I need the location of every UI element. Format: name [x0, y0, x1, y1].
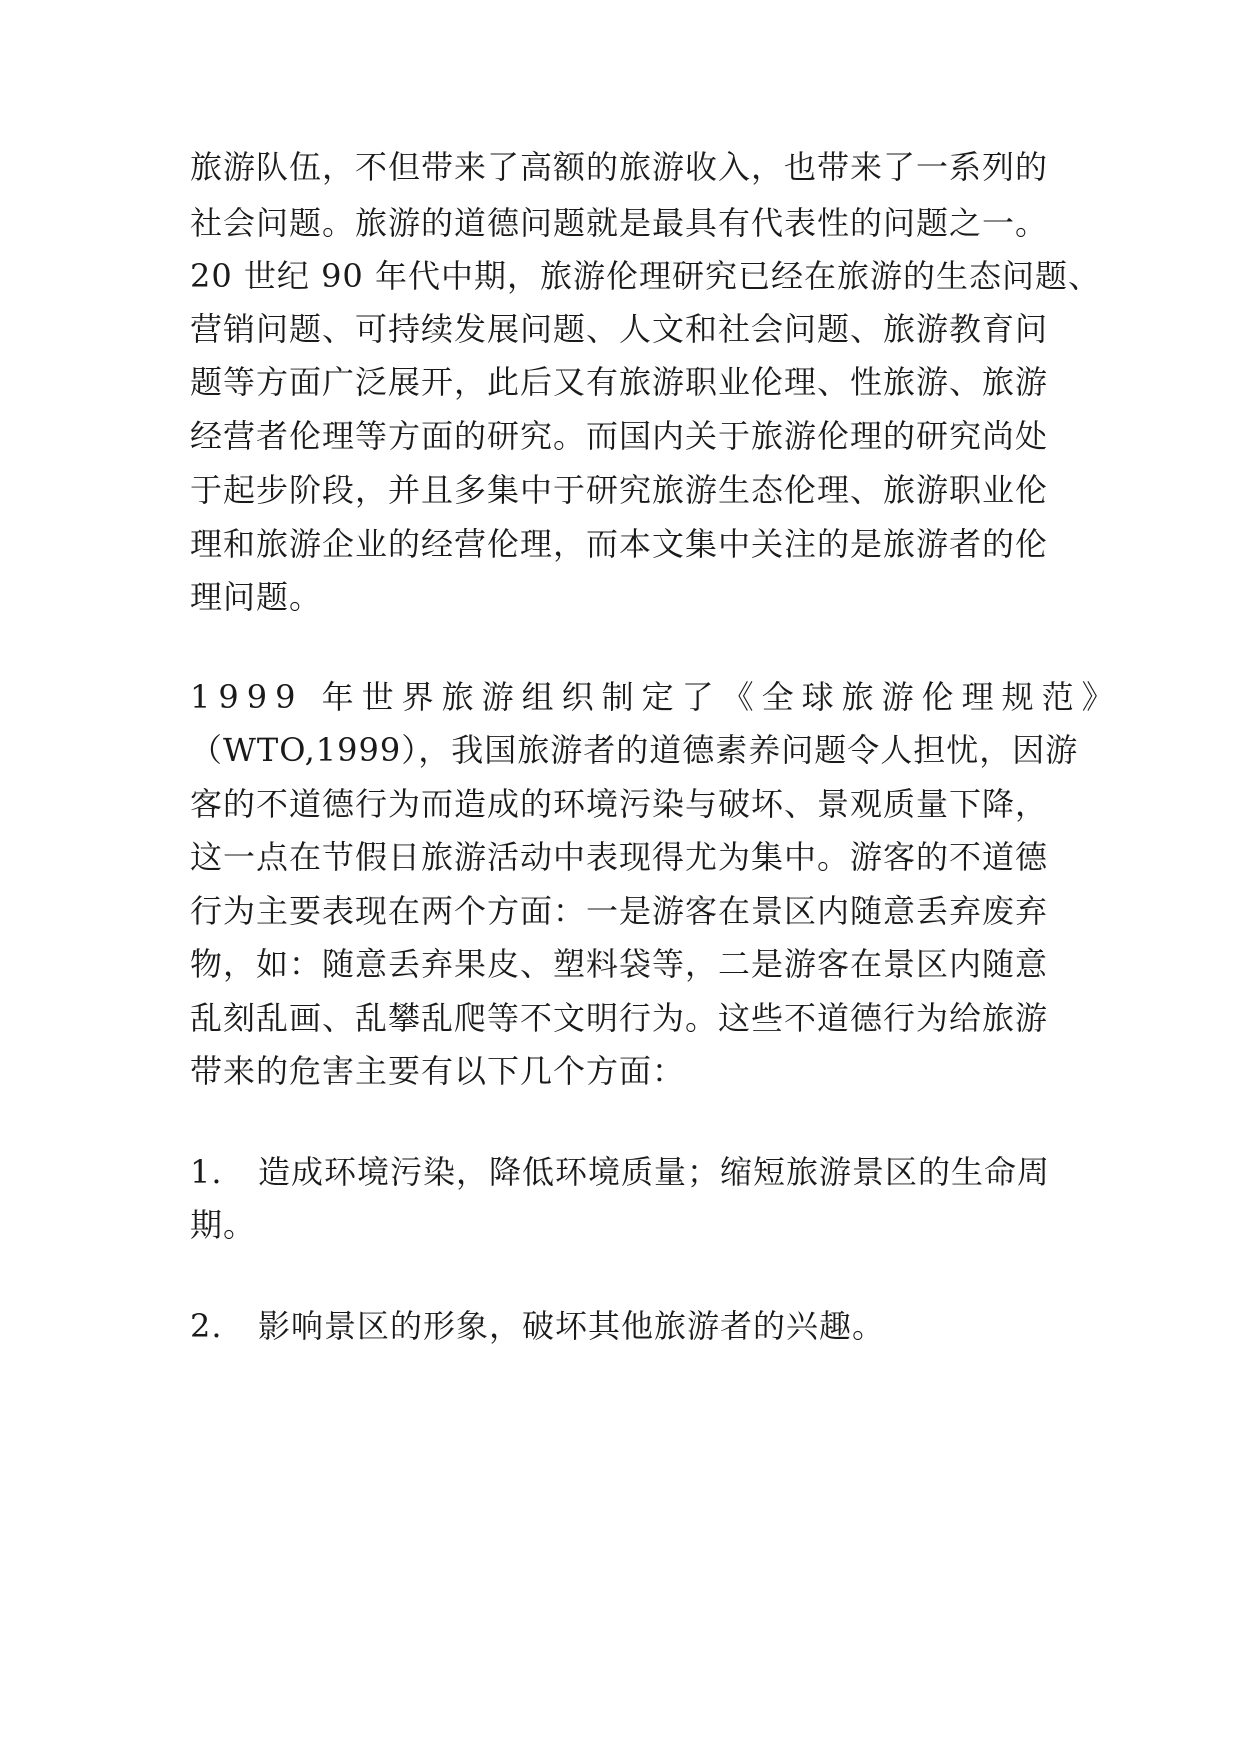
- paragraph-line: 于起步阶段，并且多集中于研究旅游生态伦理、旅游职业伦: [190, 471, 1049, 509]
- paragraph-line: （WTO,1999），我国旅游者的道德素养问题令人担忧，因游: [190, 731, 1079, 769]
- list-item-text: 影响景区的形象，破坏其他旅游者的兴趣。: [258, 1307, 886, 1345]
- paragraph-line: 理问题。: [190, 578, 323, 616]
- list-item-line: 期。: [190, 1206, 257, 1244]
- paragraph-line: 物，如：随意丢弃果皮、塑料袋等，二是游客在景区内随意: [190, 945, 1049, 983]
- paragraph-line: 理和旅游企业的经营伦理，而本文集中关注的是旅游者的伦: [190, 525, 1049, 563]
- list-item-number: 2.: [190, 1307, 223, 1345]
- paragraph-line: 这一点在节假日旅游活动中表现得尤为集中。游客的不道德: [190, 838, 1049, 876]
- paragraph-line: 客的不道德行为而造成的环境污染与破坏、景观质量下降，: [190, 785, 1049, 823]
- list-item-number: 1.: [190, 1153, 223, 1191]
- paragraph-line: 旅游队伍，不但带来了高额的旅游收入，也带来了一系列的: [190, 148, 1049, 186]
- list-item-line: [190, 1152, 1060, 1192]
- paragraph-line: 乱刻乱画、乱攀乱爬等不文明行为。这些不道德行为给旅游: [190, 999, 1049, 1037]
- paragraph-line: 社会问题。旅游的道德问题就是最具有代表性的问题之一。: [190, 204, 1049, 242]
- paragraph-line: 行为主要表现在两个方面：一是游客在景区内随意丢弃废弃: [190, 892, 1049, 930]
- list-item-line: [190, 1306, 1060, 1346]
- paragraph-line: 带来的危害主要有以下几个方面：: [190, 1052, 686, 1090]
- paragraph-line: 营销问题、可持续发展问题、人文和社会问题、旅游教育问: [190, 310, 1049, 348]
- paragraph-line: 1999 年世界旅游组织制定了《全球旅游伦理规范》: [190, 678, 1122, 716]
- paragraph-line: 题等方面广泛展开，此后又有旅游职业伦理、性旅游、旅游: [190, 363, 1049, 401]
- paragraph-line: 经营者伦理等方面的研究。而国内关于旅游伦理的研究尚处: [190, 417, 1049, 455]
- paragraph-line: 20 世纪 90 年代中期，旅游伦理研究已经在旅游的生态问题、: [190, 257, 1101, 295]
- list-item-text: 造成环境污染，降低环境质量；缩短旅游景区的生命周: [258, 1153, 1051, 1191]
